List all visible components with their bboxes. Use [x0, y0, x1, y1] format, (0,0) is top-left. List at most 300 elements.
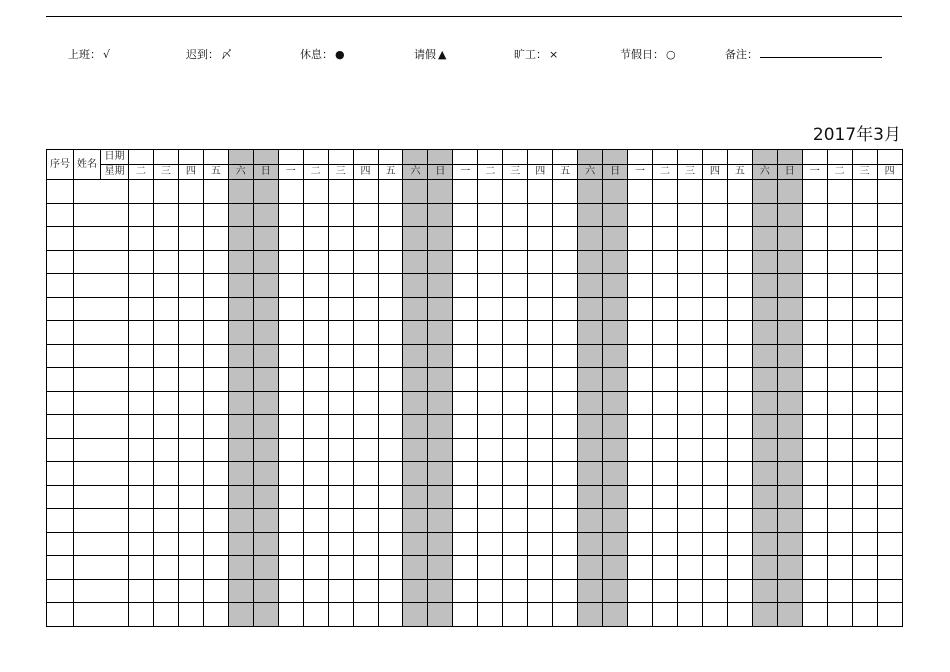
- attendance-cell[interactable]: [353, 274, 378, 298]
- attendance-cell[interactable]: [653, 344, 678, 368]
- attendance-cell[interactable]: [827, 297, 852, 321]
- attendance-cell[interactable]: [303, 180, 328, 204]
- attendance-cell[interactable]: [628, 203, 653, 227]
- attendance-cell[interactable]: [603, 485, 628, 509]
- attendance-cell[interactable]: [378, 462, 403, 486]
- attendance-cell[interactable]: [303, 368, 328, 392]
- serial-no-cell[interactable]: [47, 391, 74, 415]
- attendance-cell[interactable]: [628, 180, 653, 204]
- attendance-cell[interactable]: [802, 227, 827, 251]
- attendance-cell[interactable]: [802, 415, 827, 439]
- attendance-cell[interactable]: [777, 297, 802, 321]
- attendance-cell[interactable]: [578, 438, 603, 462]
- serial-no-cell[interactable]: [47, 368, 74, 392]
- attendance-cell[interactable]: [253, 603, 278, 627]
- attendance-cell[interactable]: [727, 391, 752, 415]
- attendance-cell[interactable]: [827, 344, 852, 368]
- attendance-cell[interactable]: [677, 227, 702, 251]
- attendance-cell[interactable]: [528, 556, 553, 580]
- attendance-cell[interactable]: [453, 321, 478, 345]
- attendance-cell[interactable]: [378, 415, 403, 439]
- attendance-cell[interactable]: [628, 556, 653, 580]
- attendance-cell[interactable]: [153, 556, 178, 580]
- attendance-cell[interactable]: [553, 297, 578, 321]
- attendance-cell[interactable]: [702, 203, 727, 227]
- attendance-cell[interactable]: [628, 579, 653, 603]
- name-cell[interactable]: [74, 579, 129, 603]
- attendance-cell[interactable]: [278, 556, 303, 580]
- attendance-cell[interactable]: [353, 509, 378, 533]
- attendance-cell[interactable]: [453, 227, 478, 251]
- attendance-cell[interactable]: [777, 438, 802, 462]
- attendance-cell[interactable]: [503, 415, 528, 439]
- attendance-cell[interactable]: [578, 415, 603, 439]
- attendance-cell[interactable]: [852, 297, 877, 321]
- date-cell[interactable]: [278, 150, 303, 165]
- attendance-cell[interactable]: [353, 556, 378, 580]
- attendance-cell[interactable]: [203, 532, 228, 556]
- attendance-cell[interactable]: [802, 344, 827, 368]
- attendance-cell[interactable]: [303, 250, 328, 274]
- attendance-cell[interactable]: [129, 203, 154, 227]
- attendance-cell[interactable]: [328, 438, 353, 462]
- attendance-cell[interactable]: [553, 438, 578, 462]
- attendance-cell[interactable]: [752, 579, 777, 603]
- attendance-cell[interactable]: [378, 438, 403, 462]
- attendance-cell[interactable]: [553, 250, 578, 274]
- attendance-cell[interactable]: [353, 438, 378, 462]
- attendance-cell[interactable]: [153, 462, 178, 486]
- attendance-cell[interactable]: [228, 415, 253, 439]
- attendance-cell[interactable]: [378, 532, 403, 556]
- attendance-cell[interactable]: [353, 391, 378, 415]
- attendance-cell[interactable]: [827, 250, 852, 274]
- attendance-cell[interactable]: [628, 509, 653, 533]
- attendance-cell[interactable]: [129, 509, 154, 533]
- attendance-cell[interactable]: [303, 297, 328, 321]
- name-cell[interactable]: [74, 274, 129, 298]
- attendance-cell[interactable]: [603, 532, 628, 556]
- attendance-cell[interactable]: [353, 485, 378, 509]
- attendance-cell[interactable]: [253, 438, 278, 462]
- attendance-cell[interactable]: [253, 462, 278, 486]
- attendance-cell[interactable]: [628, 227, 653, 251]
- attendance-cell[interactable]: [129, 321, 154, 345]
- attendance-cell[interactable]: [428, 579, 453, 603]
- attendance-cell[interactable]: [129, 438, 154, 462]
- attendance-cell[interactable]: [228, 368, 253, 392]
- attendance-cell[interactable]: [677, 556, 702, 580]
- attendance-cell[interactable]: [153, 297, 178, 321]
- name-cell[interactable]: [74, 250, 129, 274]
- attendance-cell[interactable]: [727, 415, 752, 439]
- serial-no-cell[interactable]: [47, 579, 74, 603]
- attendance-cell[interactable]: [578, 509, 603, 533]
- attendance-cell[interactable]: [702, 438, 727, 462]
- attendance-cell[interactable]: [653, 180, 678, 204]
- attendance-cell[interactable]: [877, 344, 902, 368]
- attendance-cell[interactable]: [852, 368, 877, 392]
- attendance-cell[interactable]: [528, 485, 553, 509]
- attendance-cell[interactable]: [403, 509, 428, 533]
- attendance-cell[interactable]: [877, 438, 902, 462]
- attendance-cell[interactable]: [553, 274, 578, 298]
- date-cell[interactable]: [203, 150, 228, 165]
- attendance-cell[interactable]: [528, 415, 553, 439]
- attendance-cell[interactable]: [253, 227, 278, 251]
- name-cell[interactable]: [74, 344, 129, 368]
- date-cell[interactable]: [777, 150, 802, 165]
- attendance-cell[interactable]: [178, 344, 203, 368]
- attendance-cell[interactable]: [228, 462, 253, 486]
- attendance-cell[interactable]: [578, 274, 603, 298]
- attendance-cell[interactable]: [553, 203, 578, 227]
- attendance-cell[interactable]: [752, 227, 777, 251]
- attendance-cell[interactable]: [702, 532, 727, 556]
- date-cell[interactable]: [503, 150, 528, 165]
- attendance-cell[interactable]: [777, 321, 802, 345]
- attendance-cell[interactable]: [852, 321, 877, 345]
- attendance-cell[interactable]: [553, 391, 578, 415]
- attendance-cell[interactable]: [478, 415, 503, 439]
- attendance-cell[interactable]: [827, 438, 852, 462]
- attendance-cell[interactable]: [178, 532, 203, 556]
- attendance-cell[interactable]: [628, 368, 653, 392]
- attendance-cell[interactable]: [528, 579, 553, 603]
- attendance-cell[interactable]: [278, 391, 303, 415]
- attendance-cell[interactable]: [478, 462, 503, 486]
- attendance-cell[interactable]: [677, 603, 702, 627]
- attendance-cell[interactable]: [578, 391, 603, 415]
- attendance-cell[interactable]: [727, 462, 752, 486]
- attendance-cell[interactable]: [278, 344, 303, 368]
- date-cell[interactable]: [752, 150, 777, 165]
- attendance-cell[interactable]: [702, 180, 727, 204]
- attendance-cell[interactable]: [653, 603, 678, 627]
- date-cell[interactable]: [129, 150, 154, 165]
- date-cell[interactable]: [653, 150, 678, 165]
- attendance-cell[interactable]: [777, 203, 802, 227]
- serial-no-cell[interactable]: [47, 180, 74, 204]
- attendance-cell[interactable]: [702, 415, 727, 439]
- attendance-cell[interactable]: [528, 250, 553, 274]
- attendance-cell[interactable]: [727, 227, 752, 251]
- attendance-cell[interactable]: [478, 274, 503, 298]
- attendance-cell[interactable]: [877, 579, 902, 603]
- attendance-cell[interactable]: [677, 203, 702, 227]
- attendance-cell[interactable]: [852, 579, 877, 603]
- attendance-cell[interactable]: [478, 203, 503, 227]
- attendance-cell[interactable]: [478, 297, 503, 321]
- attendance-cell[interactable]: [129, 368, 154, 392]
- attendance-cell[interactable]: [253, 203, 278, 227]
- attendance-cell[interactable]: [877, 509, 902, 533]
- attendance-cell[interactable]: [752, 344, 777, 368]
- attendance-cell[interactable]: [603, 344, 628, 368]
- name-cell[interactable]: [74, 321, 129, 345]
- attendance-cell[interactable]: [827, 603, 852, 627]
- attendance-cell[interactable]: [628, 391, 653, 415]
- attendance-cell[interactable]: [852, 509, 877, 533]
- attendance-cell[interactable]: [153, 274, 178, 298]
- attendance-cell[interactable]: [827, 509, 852, 533]
- attendance-cell[interactable]: [777, 532, 802, 556]
- attendance-cell[interactable]: [553, 579, 578, 603]
- attendance-cell[interactable]: [253, 321, 278, 345]
- attendance-cell[interactable]: [503, 579, 528, 603]
- attendance-cell[interactable]: [278, 227, 303, 251]
- attendance-cell[interactable]: [702, 556, 727, 580]
- attendance-cell[interactable]: [603, 603, 628, 627]
- attendance-cell[interactable]: [378, 274, 403, 298]
- attendance-cell[interactable]: [453, 509, 478, 533]
- attendance-cell[interactable]: [677, 368, 702, 392]
- attendance-cell[interactable]: [353, 180, 378, 204]
- date-cell[interactable]: [403, 150, 428, 165]
- attendance-cell[interactable]: [129, 344, 154, 368]
- attendance-cell[interactable]: [727, 250, 752, 274]
- attendance-cell[interactable]: [802, 438, 827, 462]
- attendance-cell[interactable]: [378, 321, 403, 345]
- attendance-cell[interactable]: [827, 203, 852, 227]
- serial-no-cell[interactable]: [47, 415, 74, 439]
- attendance-cell[interactable]: [228, 180, 253, 204]
- attendance-cell[interactable]: [752, 438, 777, 462]
- attendance-cell[interactable]: [428, 415, 453, 439]
- attendance-cell[interactable]: [129, 462, 154, 486]
- attendance-cell[interactable]: [178, 368, 203, 392]
- attendance-cell[interactable]: [228, 438, 253, 462]
- attendance-cell[interactable]: [453, 462, 478, 486]
- name-cell[interactable]: [74, 438, 129, 462]
- attendance-cell[interactable]: [178, 203, 203, 227]
- attendance-cell[interactable]: [453, 368, 478, 392]
- attendance-cell[interactable]: [578, 203, 603, 227]
- attendance-cell[interactable]: [528, 391, 553, 415]
- attendance-cell[interactable]: [278, 532, 303, 556]
- attendance-cell[interactable]: [777, 415, 802, 439]
- attendance-cell[interactable]: [827, 391, 852, 415]
- attendance-cell[interactable]: [653, 368, 678, 392]
- serial-no-cell[interactable]: [47, 603, 74, 627]
- attendance-cell[interactable]: [278, 438, 303, 462]
- attendance-cell[interactable]: [702, 344, 727, 368]
- attendance-cell[interactable]: [777, 227, 802, 251]
- attendance-cell[interactable]: [253, 297, 278, 321]
- attendance-cell[interactable]: [428, 297, 453, 321]
- attendance-cell[interactable]: [378, 203, 403, 227]
- attendance-cell[interactable]: [203, 556, 228, 580]
- attendance-cell[interactable]: [453, 415, 478, 439]
- attendance-cell[interactable]: [378, 297, 403, 321]
- attendance-cell[interactable]: [877, 415, 902, 439]
- attendance-cell[interactable]: [603, 415, 628, 439]
- attendance-cell[interactable]: [727, 438, 752, 462]
- attendance-cell[interactable]: [453, 180, 478, 204]
- attendance-cell[interactable]: [578, 579, 603, 603]
- attendance-cell[interactable]: [478, 603, 503, 627]
- attendance-cell[interactable]: [503, 321, 528, 345]
- attendance-cell[interactable]: [603, 391, 628, 415]
- attendance-cell[interactable]: [328, 603, 353, 627]
- attendance-cell[interactable]: [603, 579, 628, 603]
- attendance-cell[interactable]: [503, 180, 528, 204]
- attendance-cell[interactable]: [702, 485, 727, 509]
- attendance-cell[interactable]: [428, 391, 453, 415]
- attendance-cell[interactable]: [578, 297, 603, 321]
- attendance-cell[interactable]: [278, 250, 303, 274]
- attendance-cell[interactable]: [528, 532, 553, 556]
- attendance-cell[interactable]: [303, 485, 328, 509]
- attendance-cell[interactable]: [603, 509, 628, 533]
- attendance-cell[interactable]: [428, 368, 453, 392]
- attendance-cell[interactable]: [303, 321, 328, 345]
- attendance-cell[interactable]: [453, 297, 478, 321]
- attendance-cell[interactable]: [653, 509, 678, 533]
- attendance-cell[interactable]: [852, 344, 877, 368]
- attendance-cell[interactable]: [228, 297, 253, 321]
- attendance-cell[interactable]: [478, 227, 503, 251]
- attendance-cell[interactable]: [653, 532, 678, 556]
- attendance-cell[interactable]: [129, 556, 154, 580]
- name-cell[interactable]: [74, 603, 129, 627]
- attendance-cell[interactable]: [353, 415, 378, 439]
- attendance-cell[interactable]: [777, 579, 802, 603]
- attendance-cell[interactable]: [178, 509, 203, 533]
- attendance-cell[interactable]: [528, 297, 553, 321]
- attendance-cell[interactable]: [852, 415, 877, 439]
- attendance-cell[interactable]: [578, 321, 603, 345]
- attendance-cell[interactable]: [403, 391, 428, 415]
- attendance-cell[interactable]: [353, 227, 378, 251]
- serial-no-cell[interactable]: [47, 532, 74, 556]
- attendance-cell[interactable]: [752, 462, 777, 486]
- attendance-cell[interactable]: [328, 391, 353, 415]
- attendance-cell[interactable]: [203, 203, 228, 227]
- attendance-cell[interactable]: [528, 509, 553, 533]
- name-cell[interactable]: [74, 556, 129, 580]
- attendance-cell[interactable]: [428, 462, 453, 486]
- attendance-cell[interactable]: [677, 579, 702, 603]
- attendance-cell[interactable]: [653, 274, 678, 298]
- attendance-cell[interactable]: [453, 438, 478, 462]
- attendance-cell[interactable]: [428, 603, 453, 627]
- attendance-cell[interactable]: [702, 579, 727, 603]
- attendance-cell[interactable]: [353, 579, 378, 603]
- attendance-cell[interactable]: [178, 485, 203, 509]
- attendance-cell[interactable]: [578, 344, 603, 368]
- remarks-blank[interactable]: [760, 47, 882, 58]
- attendance-cell[interactable]: [727, 321, 752, 345]
- attendance-cell[interactable]: [877, 227, 902, 251]
- attendance-cell[interactable]: [877, 391, 902, 415]
- attendance-cell[interactable]: [727, 509, 752, 533]
- date-cell[interactable]: [628, 150, 653, 165]
- serial-no-cell[interactable]: [47, 344, 74, 368]
- attendance-cell[interactable]: [203, 227, 228, 251]
- attendance-cell[interactable]: [178, 250, 203, 274]
- name-cell[interactable]: [74, 180, 129, 204]
- attendance-cell[interactable]: [453, 274, 478, 298]
- attendance-cell[interactable]: [328, 485, 353, 509]
- attendance-cell[interactable]: [802, 368, 827, 392]
- attendance-cell[interactable]: [278, 203, 303, 227]
- attendance-cell[interactable]: [528, 274, 553, 298]
- attendance-cell[interactable]: [653, 438, 678, 462]
- attendance-cell[interactable]: [453, 603, 478, 627]
- attendance-cell[interactable]: [827, 485, 852, 509]
- attendance-cell[interactable]: [403, 556, 428, 580]
- serial-no-cell[interactable]: [47, 485, 74, 509]
- attendance-cell[interactable]: [378, 180, 403, 204]
- attendance-cell[interactable]: [553, 462, 578, 486]
- attendance-cell[interactable]: [153, 391, 178, 415]
- serial-no-cell[interactable]: [47, 274, 74, 298]
- attendance-cell[interactable]: [702, 509, 727, 533]
- attendance-cell[interactable]: [228, 321, 253, 345]
- attendance-cell[interactable]: [403, 532, 428, 556]
- attendance-cell[interactable]: [653, 462, 678, 486]
- attendance-cell[interactable]: [653, 579, 678, 603]
- attendance-cell[interactable]: [453, 250, 478, 274]
- attendance-cell[interactable]: [553, 321, 578, 345]
- attendance-cell[interactable]: [752, 368, 777, 392]
- attendance-cell[interactable]: [528, 180, 553, 204]
- attendance-cell[interactable]: [328, 274, 353, 298]
- date-cell[interactable]: [353, 150, 378, 165]
- attendance-cell[interactable]: [628, 603, 653, 627]
- attendance-cell[interactable]: [129, 274, 154, 298]
- attendance-cell[interactable]: [702, 250, 727, 274]
- attendance-cell[interactable]: [303, 203, 328, 227]
- attendance-cell[interactable]: [228, 556, 253, 580]
- attendance-cell[interactable]: [253, 485, 278, 509]
- attendance-cell[interactable]: [278, 485, 303, 509]
- attendance-cell[interactable]: [727, 344, 752, 368]
- attendance-cell[interactable]: [877, 203, 902, 227]
- attendance-cell[interactable]: [353, 603, 378, 627]
- attendance-cell[interactable]: [727, 485, 752, 509]
- attendance-cell[interactable]: [129, 603, 154, 627]
- attendance-cell[interactable]: [178, 180, 203, 204]
- attendance-cell[interactable]: [653, 250, 678, 274]
- date-cell[interactable]: [727, 150, 752, 165]
- attendance-cell[interactable]: [852, 485, 877, 509]
- name-cell[interactable]: [74, 227, 129, 251]
- attendance-cell[interactable]: [503, 603, 528, 627]
- attendance-cell[interactable]: [153, 203, 178, 227]
- attendance-cell[interactable]: [203, 603, 228, 627]
- attendance-cell[interactable]: [129, 485, 154, 509]
- attendance-cell[interactable]: [677, 415, 702, 439]
- attendance-cell[interactable]: [752, 321, 777, 345]
- attendance-cell[interactable]: [827, 321, 852, 345]
- attendance-cell[interactable]: [178, 415, 203, 439]
- attendance-cell[interactable]: [478, 438, 503, 462]
- attendance-cell[interactable]: [378, 603, 403, 627]
- attendance-cell[interactable]: [278, 297, 303, 321]
- serial-no-cell[interactable]: [47, 250, 74, 274]
- attendance-cell[interactable]: [278, 509, 303, 533]
- attendance-cell[interactable]: [428, 250, 453, 274]
- attendance-cell[interactable]: [403, 250, 428, 274]
- attendance-cell[interactable]: [428, 180, 453, 204]
- attendance-cell[interactable]: [677, 438, 702, 462]
- serial-no-cell[interactable]: [47, 509, 74, 533]
- attendance-cell[interactable]: [653, 321, 678, 345]
- attendance-cell[interactable]: [852, 250, 877, 274]
- attendance-cell[interactable]: [453, 485, 478, 509]
